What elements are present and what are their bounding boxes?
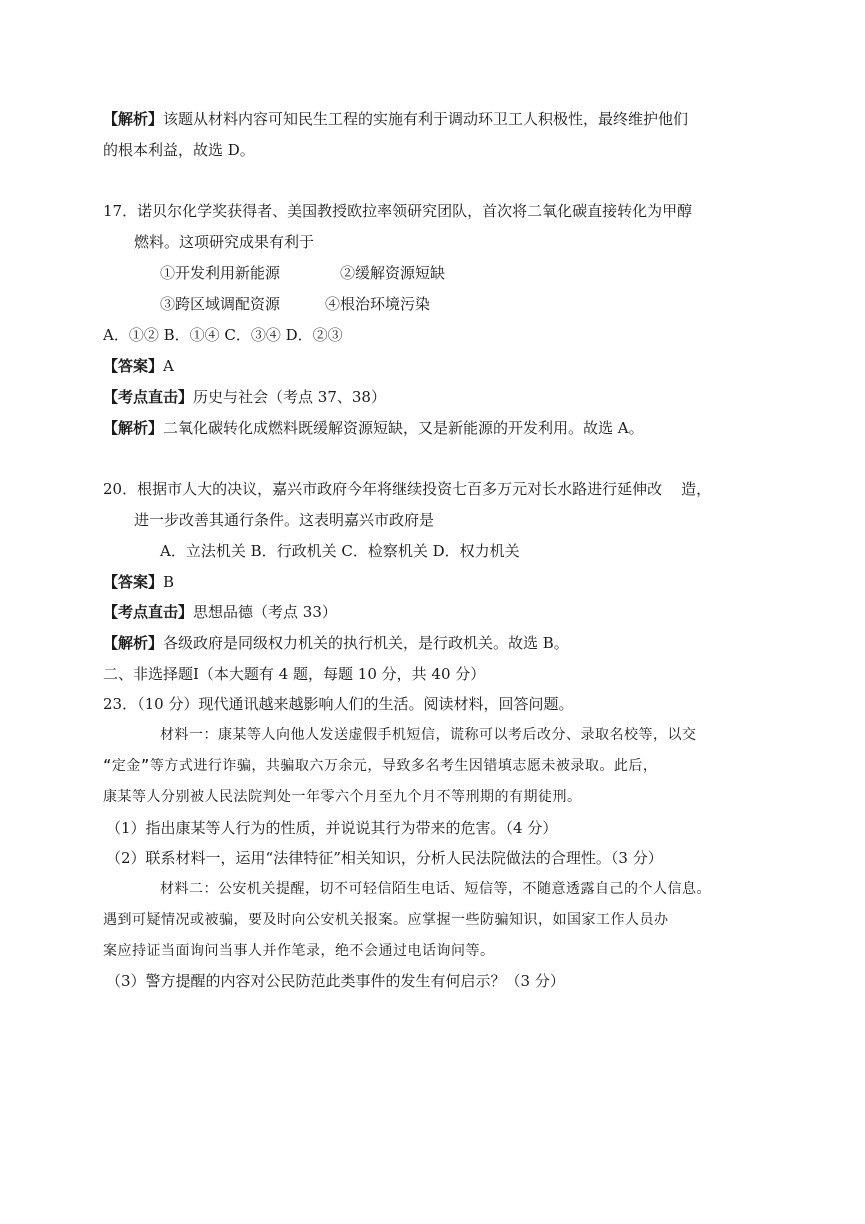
q23-subquestion-1: （1）指出康某等人行为的性质，并说说其行为带来的危害。（4 分） — [106, 819, 558, 837]
q17-point — [103, 387, 386, 407]
q17-options-row1 — [160, 263, 445, 283]
q17-option-2: ②缓解资源短缺 — [340, 264, 446, 282]
point-label: 【考点直击】 — [103, 388, 194, 406]
q23-material2-line1: 材料二：公安机关提醒，切不可轻信陌生电话、短信等，不随意透露自己的个人信息。 — [160, 881, 711, 897]
q17-answer — [103, 356, 174, 376]
q20-analysis — [103, 633, 569, 653]
point-text: 思想品德（考点 33） — [193, 603, 337, 621]
analysis-text: 该题从材料内容可知民生工程的实施有利于调动环卫工人积极性，最终维护他们 — [163, 110, 689, 128]
analysis-text: 二氧化碳转化成燃料既缓解资源短缺，又是新能源的开发利用。故选 A。 — [163, 419, 644, 437]
analysis-label: 【解析】 — [103, 419, 164, 437]
q17-options-row2 — [160, 294, 430, 314]
answer-label: 【答案】 — [103, 573, 164, 591]
answer-value: A — [163, 357, 174, 375]
analysis-label: 【解析】 — [103, 110, 164, 128]
q17-stem-line1: 17．诺贝尔化学奖获得者、美国教授欧拉率领研究团队，首次将二氧化碳直接转化为甲醇 — [103, 202, 693, 220]
q20-point — [103, 602, 337, 622]
analysis-label: 【解析】 — [103, 634, 164, 652]
analysis-text: 各级政府是同级权力机关的执行机关，是行政机关。故选 B。 — [163, 634, 569, 652]
point-text: 历史与社会（考点 37、38） — [193, 388, 386, 406]
q20-answer — [103, 572, 174, 592]
part2-heading: 二、非选择题Ⅰ（本大题有 4 题，每题 10 分，共 40 分） — [103, 665, 486, 683]
q23-material1-line2: “定金”等方式进行诈骗，共骗取六万余元，导致多名考生因错填志愿未被录取。此后， — [103, 758, 658, 774]
q20-stem-line2: 进一步改善其通行条件。这表明嘉兴市政府是 — [134, 511, 435, 529]
q23-material1-line3: 康某等人分别被人民法院判处一年零六个月至九个月不等刑期的有期徒刑。 — [103, 789, 582, 805]
q17-option-4: ④根治环境污染 — [325, 295, 431, 313]
q17-option-1: ①开发利用新能源 — [160, 264, 281, 282]
q17-analysis — [103, 418, 644, 438]
q23-material1-line1: 材料一：康某等人向他人发送虚假手机短信，谎称可以考后改分、录取名校等，以交 — [160, 727, 697, 743]
q23-material2-line3: 案应持证当面询问当事人并作笔录，绝不会通过电话询问等。 — [103, 943, 495, 959]
q17-option-3: ③跨区域调配资源 — [160, 295, 281, 313]
q20-choices: A．立法机关 B．行政机关 C．检察机关 D．权力机关 — [160, 542, 520, 560]
answer-label: 【答案】 — [103, 357, 164, 375]
q17-choices: A．①② B．①④ C．③④ D．②③ — [103, 326, 343, 344]
q17-stem-line2: 燃料。这项研究成果有利于 — [134, 233, 315, 251]
point-label: 【考点直击】 — [103, 603, 194, 621]
answer-value: B — [163, 573, 175, 591]
q23-stem: 23．（10 分）现代通讯越来越影响人们的生活。阅读材料，回答问题。 — [103, 695, 574, 713]
analysis-16-line2: 的根本利益，故选 D。 — [103, 141, 255, 159]
q23-material2-line2: 遇到可疑情况或被骗，要及时向公安机关报案。应掌握一些防骗知识，如国家工作人员办 — [103, 912, 669, 928]
analysis-16-line1 — [103, 109, 688, 129]
q23-subquestion-2: （2）联系材料一，运用“法律特征”相关知识，分析人民法院做法的合理性。（3 分） — [106, 849, 663, 867]
q20-stem-line1: 20．根据市人大的决议，嘉兴市政府今年将继续投资七百多万元对长水路进行延伸改 造， — [103, 480, 712, 498]
q23-subquestion-3: （3）警方提醒的内容对公民防范此类事件的发生有何启示？（3 分） — [106, 972, 565, 990]
